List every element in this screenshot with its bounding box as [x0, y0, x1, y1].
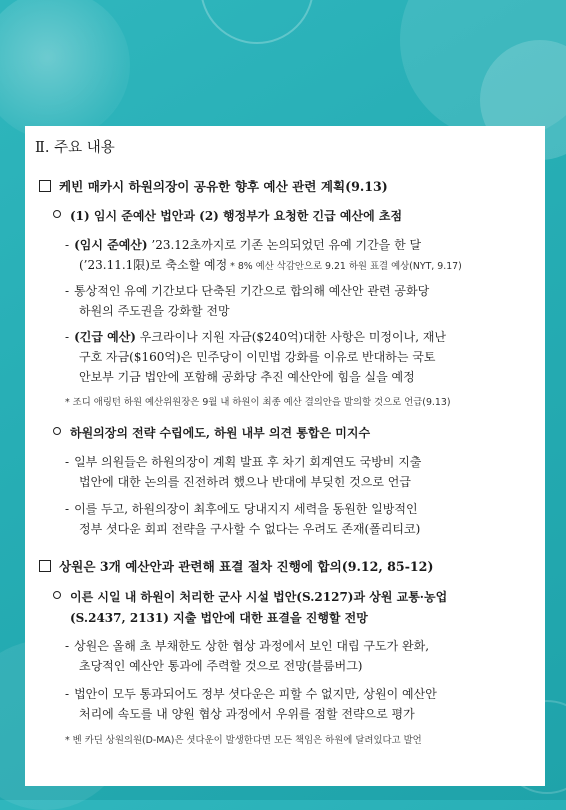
topic1-sub1-bullet3-line2: 구호 자금($160억)은 민주당이 이민법 강화를 이유로 반대하는 국토: [79, 350, 436, 364]
topic1-sub2-heading: 하원의장의 전략 수립에도, 하원 내부 의견 통합은 미지수: [70, 426, 371, 440]
topic2-sub1-footnote: * 벤 카딘 상원의원(D-MA)은 셧다운이 발생한다면 모든 책임은 하원에 달려있다고 발언: [65, 735, 422, 746]
circle-bullet-icon: [53, 427, 61, 435]
topic1-heading-row: [39, 176, 388, 195]
section-title: Ⅱ. 주요 내용: [35, 140, 115, 156]
topic1-sub2-bullet2-line1: - 이를 두고, 하원의장이 최후에도 당내지지 세력을 동원한 일방적인: [65, 502, 418, 516]
topic1-heading: 케빈 매카시 하원의장이 공유한 향후 예산 관련 계획(9.13): [59, 179, 388, 194]
topic2-sub1-bullet1-line1: - 상원은 올해 초 부채한도 상한 협상 과정에서 보인 대립 구도가 완화,: [65, 639, 430, 653]
topic1-sub2-bullet2-line2: 정부 셧다운 회피 전략을 구사할 수 없다는 우려도 존재(폴리티코): [79, 522, 421, 536]
topic1-sub1-bullet1-line1: - (임시 준예산) ’23.12초까지로 기존 논의되었던 유예 기간을 한 달: [65, 238, 422, 252]
square-bullet-icon: [39, 560, 51, 572]
topic2-sub1-bullet2-line2: 처리에 속도를 내 양원 협상 과정에서 우위를 점할 전략으로 평가: [79, 707, 415, 721]
topic1-sub1-bullet2-line2: 하원의 주도권을 강화할 전망: [79, 304, 230, 318]
topic2-heading: 상원은 3개 예산안과 관련해 표결 절차 진행에 합의(9.12, 85-12): [59, 559, 434, 574]
topic2-sub1-heading-row1: [53, 588, 447, 605]
circle-bullet-icon: [53, 591, 61, 599]
topic1-sub1-bullet3-line1: - (긴급 예산) 우크라이나 지원 자금($240억)대한 사항은 미정이나, 재난: [65, 330, 447, 344]
topic2-sub1-heading-line1: 이른 시일 내 하원이 처리한 군사 시설 법안(S.2127)과 상원 교통·농업: [70, 590, 448, 604]
square-bullet-icon: [39, 180, 51, 192]
topic1-sub1-footnote: * 조디 애링턴 하원 예산위원장은 9월 내 하원이 최종 예산 결의안을 발의할 것으로 언급(9.13): [65, 397, 451, 408]
topic1-sub2-heading-row: [53, 424, 370, 441]
topic2-sub1-heading-line2: (S.2437, 2131) 지출 법안에 대한 표결을 진행할 전망: [70, 611, 368, 625]
topic1-sub2-bullet1-line2: 법안에 대한 논의를 진전하려 했으나 반대에 부딪힌 것으로 언급: [79, 475, 411, 489]
topic2-sub1-bullet2-line1: - 법안이 모두 통과되어도 정부 셧다운은 피할 수 없지만, 상원이 예산안: [65, 687, 437, 701]
circle-bullet-icon: [53, 210, 61, 218]
topic1-sub1-bullet1-line2: (’23.11.1限)로 축소할 예정 * 8% 예산 삭감안으로 9.21 하원 표결 예상(NYT, 9.17): [79, 258, 462, 272]
topic1-sub1-bullet2-line1: - 통상적인 유예 기간보다 단축된 기간으로 합의해 예산안 관련 공화당: [65, 284, 430, 298]
topic2-heading-row: [39, 556, 433, 575]
topic1-sub1-bullet1-note: * 8% 예산 삭감안으로 9.21 하원 표결 예상(NYT, 9.17): [227, 261, 462, 272]
bg-globe-circle: [0, 0, 130, 140]
document-page: [25, 126, 545, 786]
topic1-sub2-bullet1-line1: - 일부 의원들은 하원의장이 계획 발표 후 차기 회계연도 국방비 지출: [65, 455, 422, 469]
bg-ring-circle: [200, 0, 314, 44]
topic1-sub1-heading-row: [53, 207, 402, 224]
topic1-sub1-heading: (1) 임시 준예산 법안과 (2) 행정부가 요청한 긴급 예산에 초점: [70, 209, 403, 223]
topic1-sub1-bullet3-line3: 안보부 기금 법안에 포함해 공화당 추진 예산안에 힘을 실을 예정: [79, 370, 415, 384]
topic2-sub1-bullet1-line2: 초당적인 예산안 통과에 주력할 것으로 전망(블룸버그): [79, 659, 363, 673]
